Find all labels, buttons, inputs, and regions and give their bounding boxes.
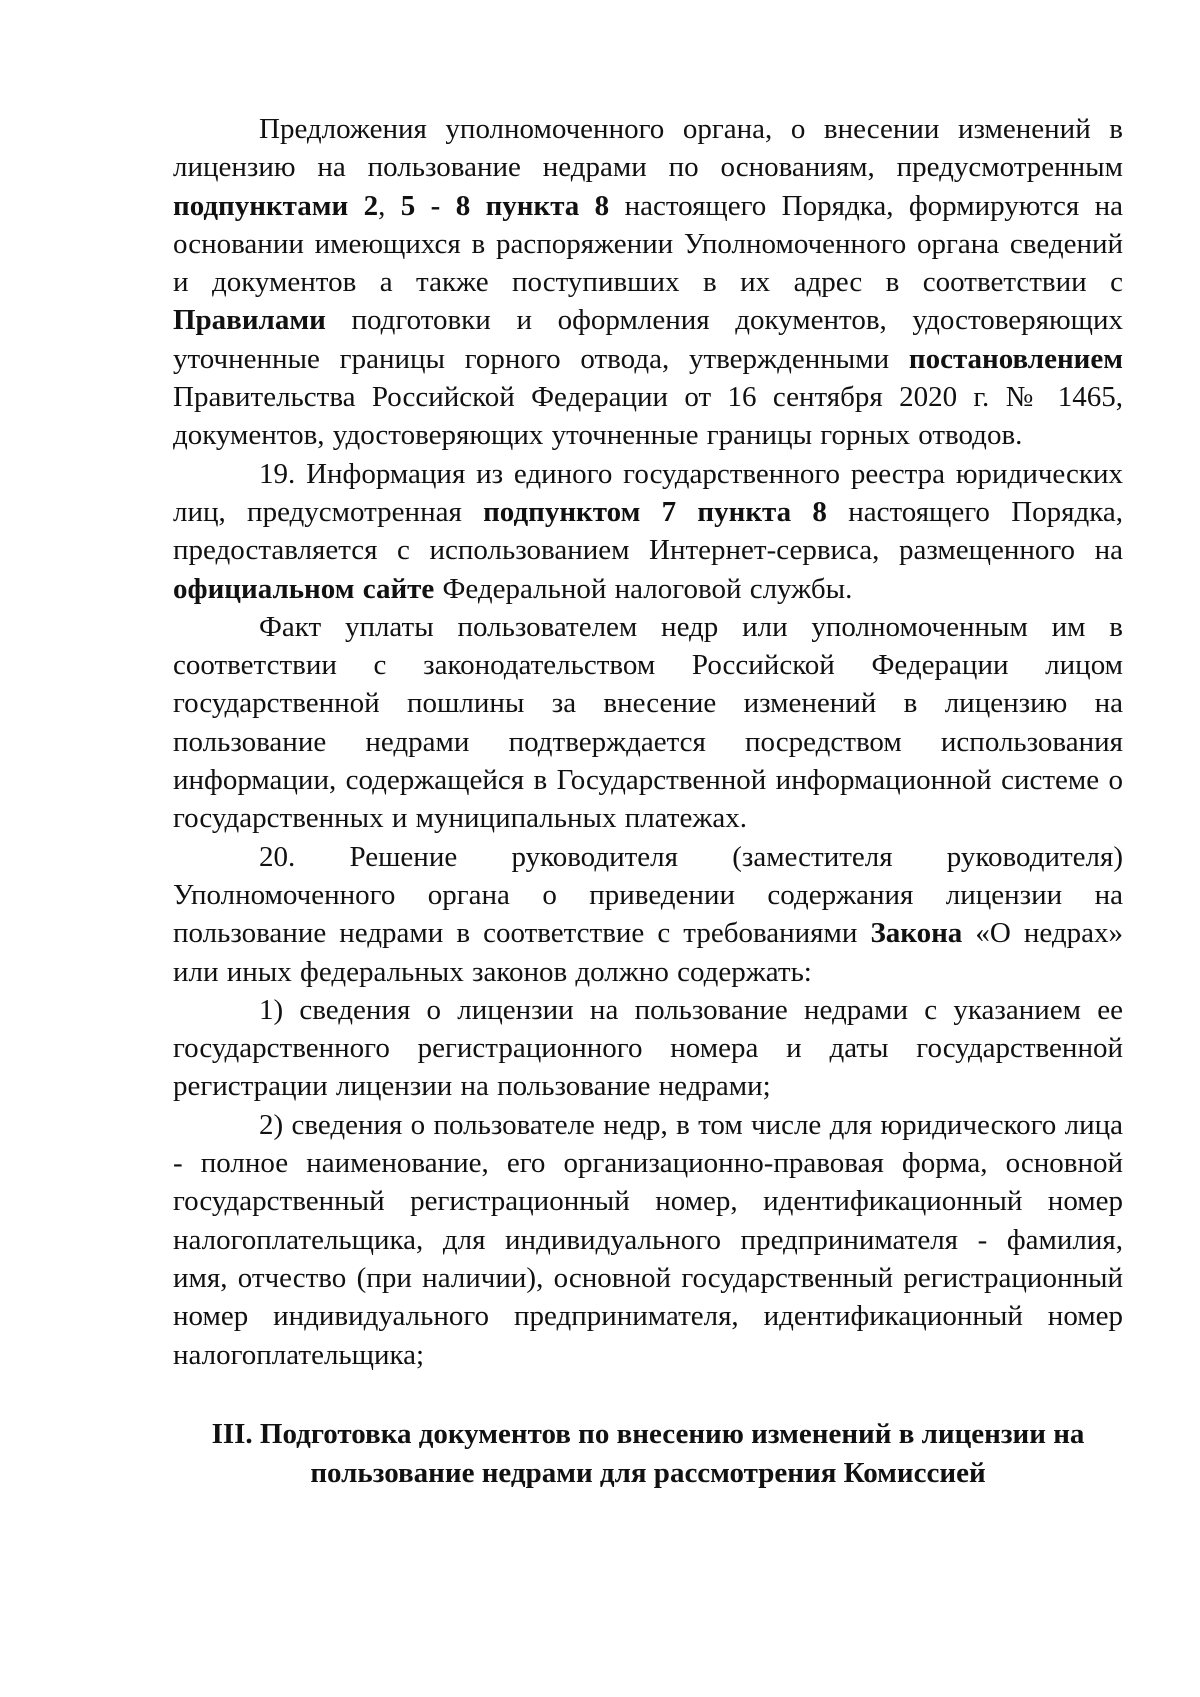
link-rules[interactable]: Правилами: [173, 304, 326, 337]
paragraph-fee-payment: [173, 608, 1123, 838]
paragraph-text: 19. Информация из единого государственного реестра юридических лиц, предусмотренная: [173, 457, 1123, 528]
link-law[interactable]: Закона: [870, 917, 963, 950]
list-item-2: [173, 1106, 1123, 1374]
paragraph-text: Предложения уполномоченного органа, о внесении изменений в лицензию на пользование недрами по основаниям, предусмотренным: [173, 113, 1123, 184]
link-official-site[interactable]: официальном сайте: [173, 572, 435, 605]
document-page: [173, 110, 1123, 1493]
paragraph-text: настоящего Порядка, предоставляется с использованием Интернет-сервиса, размещенного на: [173, 495, 1123, 567]
paragraph-19: [173, 455, 1123, 608]
link-subparagraphs[interactable]: подпунктами 2: [173, 189, 379, 222]
paragraph-text: 1) сведения о лицензии на пользование недрами с указанием ее государственного регистрационного номера и даты государственной регистрации лицензии на пользование недрами;: [173, 993, 1123, 1103]
paragraph-text: настоящего Порядка, формируются на основании имеющихся в распоряжении Уполномоченного органа сведений и документов а также поступивших в их адрес в соответствии с: [173, 189, 1124, 299]
paragraph-text: Факт уплаты пользователем недр или уполномоченным им в соответствии с законодательством Российской Федерации лицом государственной пошлины за внесение изменений в лицензию на пользование недрами подтверждается посредством использования информации, содержащейся в Государственной информационной системе о государственных и муниципальных платежах.: [173, 610, 1123, 835]
paragraph-text: Федеральной налоговой службы.: [434, 572, 853, 605]
paragraph-text: Правительства Российской Федерации от 16 сентября 2020 г. № 1465, документов, удостоверяющих уточненные границы горных отводов.: [173, 381, 1123, 452]
paragraph-text: 2) сведения о пользователе недр, в том числе для юридического лица - полное наименование, его организационно-правовая форма, основной государственный регистрационный номер, идентификационный номер налогоплательщика, для индивидуального предпринимателя - фамилия, имя, отчество (при наличии), основной государственный регистрационный номер индивидуального предпринимателя, идентификационный номер налогоплательщика;: [173, 1108, 1123, 1371]
list-item-1: [173, 991, 1123, 1106]
paragraph-text: подготовки и оформления документов, удостоверяющих уточненные границы горного отвода, утвержденными: [173, 304, 1123, 375]
paragraph-text: ,: [378, 189, 401, 222]
link-subparagraph-range[interactable]: 5 - 8 пункта 8: [400, 189, 610, 222]
paragraph-20: [173, 838, 1123, 991]
paragraph-text: «О недрах» или иных федеральных законов должно содержать:: [173, 917, 1123, 988]
paragraph-proposals: [173, 110, 1123, 455]
paragraph-text: 20. Решение руководителя (заместителя руководителя) Уполномоченного органа о приведении содержания лицензии на пользование недрами в соответствие с требованиями: [173, 840, 1123, 950]
section-heading: III. Подготовка документов по внесению изменений в лицензии на пользование недрами для рассмотрения Комиссией: [211, 1417, 1085, 1489]
link-resolution[interactable]: постановлением: [908, 342, 1123, 375]
link-subparagraph-7[interactable]: подпунктом 7 пункта 8: [483, 495, 827, 528]
